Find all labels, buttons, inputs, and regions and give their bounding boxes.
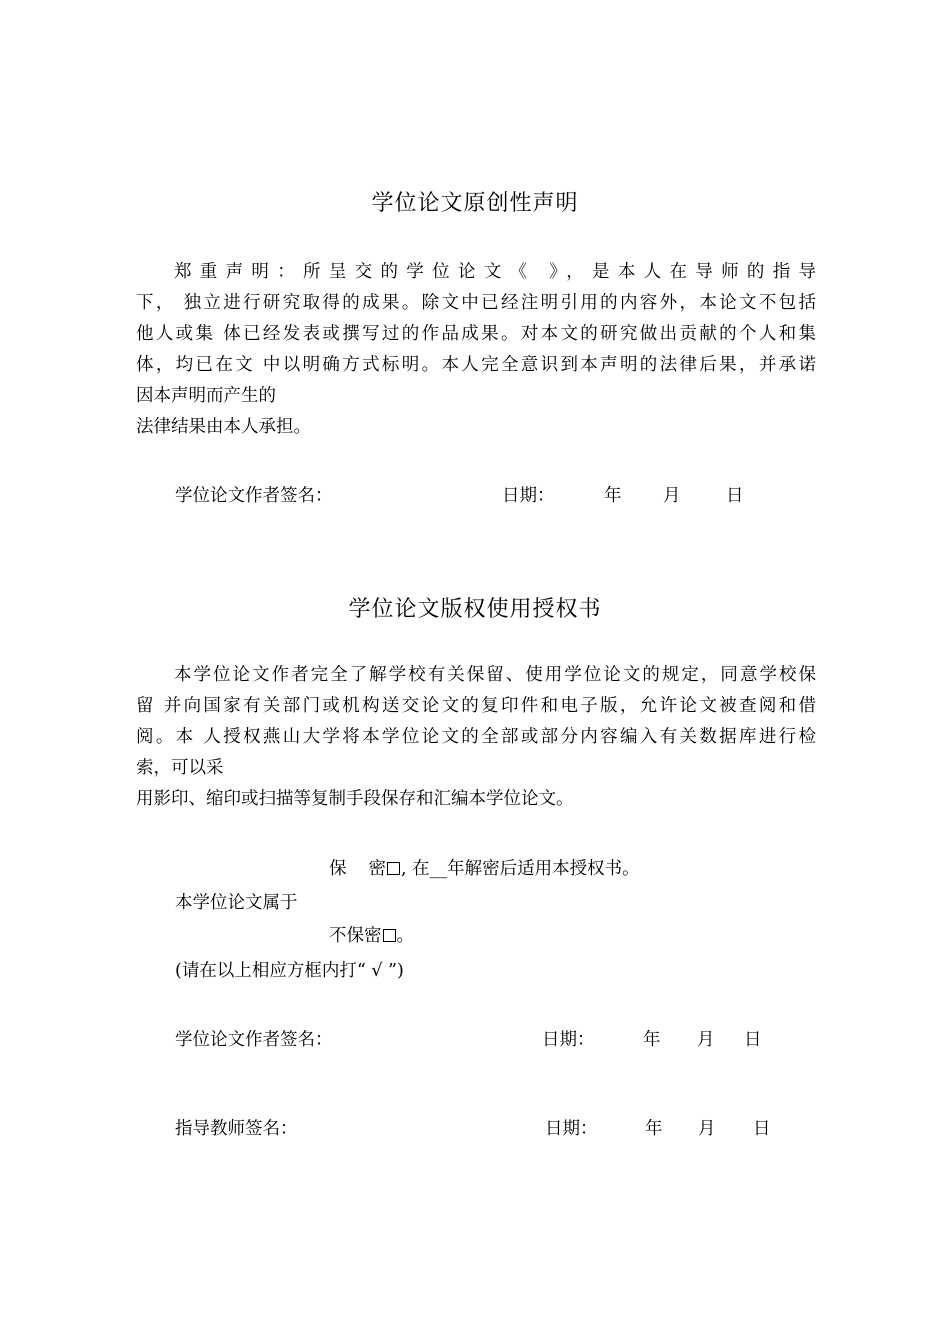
declaration-line: 郑重声明：所呈交的学位论文《 》，是本人在导师的指导 (174, 262, 816, 282)
advisor-month-label: 月 (698, 1119, 716, 1139)
not-secret-option (329, 922, 414, 947)
author-signature-label: 学位论文作者签名： (175, 1030, 333, 1050)
day-label: 日 (726, 486, 744, 506)
declaration-line: 体，均已在文 中以明确方式标明。本人完全意识到本声明的法律后果，并承诺 (136, 355, 816, 375)
month-label: 月 (697, 1030, 715, 1050)
advisor-date-label: 日期： (545, 1119, 598, 1139)
date-label: 日期： (542, 1030, 595, 1050)
declaration-signature-row (175, 482, 333, 507)
year-label: 年 (643, 1030, 661, 1050)
authorization-line: 留 并向国家有关部门或机构送交论文的复印件和电子版，允许论文被查阅和借 (136, 696, 816, 716)
month-label: 月 (663, 486, 681, 506)
not-secret-checkbox[interactable] (383, 929, 396, 942)
secret-rest: , 在__年解密后适用本授权书。 (401, 859, 640, 879)
authorization-line: 索，可以采 (136, 758, 224, 778)
declaration-title: 学位论文原创性声明 (371, 191, 579, 216)
authorization-title: 学位论文版权使用授权书 (348, 597, 602, 622)
advisor-signature-label: 指导教师签名： (175, 1119, 298, 1139)
declaration-date-row (502, 482, 555, 507)
instruction-text: (请在以上相应方框内打“ √ ”) (175, 961, 404, 981)
authorization-line: 阅。本 人授权燕山大学将本学位论文的全部或部分内容编入有关数据库进行检 (136, 727, 816, 747)
declaration-line: 下， 独立进行研究取得的成果。除文中已经注明引用的内容外，本论文不包括 (136, 293, 816, 313)
authorization-line: 用影印、缩印或扫描等复制手段保存和汇编本学位论文。 (136, 789, 574, 809)
advisor-day-label: 日 (753, 1119, 771, 1139)
secret-option (329, 855, 640, 880)
date-label: 日期： (502, 486, 555, 506)
day-label: 日 (744, 1030, 762, 1050)
authorization-line: 本学位论文作者完全了解学校有关保留、使用学位论文的规定，同意学校保 (174, 665, 816, 685)
declaration-body (136, 257, 816, 443)
not-secret-end: 。 (396, 926, 414, 946)
belongs-label: 本学位论文属于 (175, 893, 298, 913)
secret-label-b: 密 (368, 859, 386, 879)
declaration-line: 法律结果由本人承担。 (136, 417, 311, 437)
year-label: 年 (604, 486, 622, 506)
not-secret-label: 不保密 (329, 926, 382, 946)
advisor-year-label: 年 (645, 1119, 663, 1139)
declaration-line: 因本声明而产生的 (136, 386, 276, 406)
author-signature-label: 学位论文作者签名： (175, 486, 333, 506)
secret-label-a: 保 (329, 859, 347, 879)
declaration-line: 他人或集 体已经发表或撰写过的作品成果。对本文的研究做出贡献的个人和集 (136, 324, 816, 344)
authorization-body (136, 660, 816, 815)
secret-checkbox[interactable] (387, 862, 400, 875)
